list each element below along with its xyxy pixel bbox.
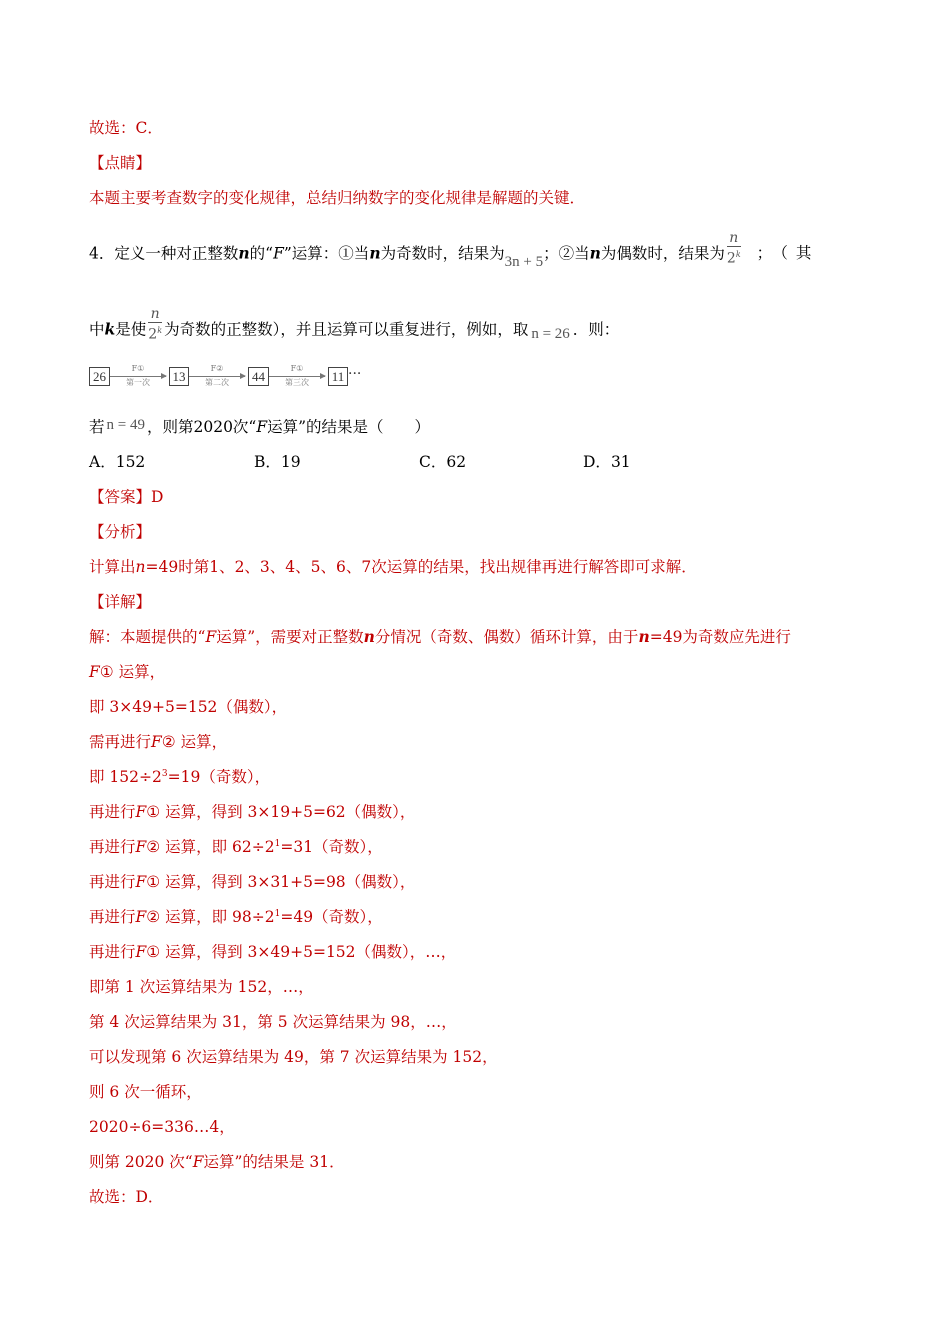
flow-arrow-1 [110,376,166,377]
option-c[interactable]: C．62 [419,453,467,471]
detail-line-6: 再进行F① 运算，得到 3×19+5=62（偶数）， [89,803,416,821]
expr-n-eq-49: n = 49 [106,417,145,433]
question-line-2: 中k是使 $\frac{n}{2^k}$ 为奇数的正整数），并且运算可以重复进行，例如，取 n = 26 ．则： [89,306,620,343]
detail-line-2: F① 运算， [89,663,166,681]
fraction-n-over-2k: $\frac{n}{2^k}$ [726,230,741,267]
expr-n-eq-26: n = 26 [531,326,570,343]
detail-line-14: 则 6 次一循环， [89,1083,202,1101]
dianjing-heading: 【点睛】 [89,154,152,172]
answer-line [89,487,163,507]
flow-arrow-3 [269,376,325,377]
flow-ellipsis: ··· [348,366,362,382]
analysis-text: 计算出n=49时第1、2、3、4、5、6、7次运算的结果，找出规律再进行解答即可求解． [89,558,697,576]
flow-arrow-2 [189,376,245,377]
question-line-1: 4．定义一种对正整数n的“F”运算：①当n为奇数时，结果为3n + 5；②当n为偶数时，结果为 $\frac{n}{2^k}$ ；（其 [89,230,820,271]
detail-heading: 【详解】 [89,593,152,611]
flow-arrow-1-bottom-label: 第一次 [126,378,150,387]
detail-line-3: 即 3×49+5=152（偶数）， [89,698,288,716]
detail-line-12: 第 4 次运算结果为 31，第 5 次运算结果为 98，…， [89,1013,457,1031]
flow-arrow-3-top-label: F① [290,364,304,373]
detail-line-7: 再进行F② 运算，即 $62\div 2^1=31$（奇数）， [89,838,383,856]
detail-line-1: 解：本题提供的“F运算”，需要对正整数n分情况（奇数、偶数）循环计算，由于n=49为奇数应先进行 [89,627,791,646]
flow-arrow-2-top-label: F② [210,364,224,373]
detail-line-16: 则第 2020 次“F运算”的结果是 31． [89,1153,345,1171]
flow-arrow-1-top-label: F① [131,364,145,373]
answer-value: D [151,488,164,506]
detail-line-13: 可以发现第 6 次运算结果为 49，第 7 次运算结果为 152， [89,1048,498,1066]
option-a[interactable]: A．152 [89,453,146,471]
fraction-n-over-2k-2: $\frac{n}{2^k}$ [148,306,163,343]
flow-arrow-3-bottom-label: 第三次 [285,378,309,387]
question-number: 4． [89,244,115,263]
detail-line-8: 再进行F① 运算，得到 3×31+5=98（偶数）， [89,873,416,891]
detail-line-9: 再进行F② 运算，即 $98\div 2^1=49$（奇数）， [89,908,383,926]
option-b[interactable]: B．19 [254,453,301,471]
dianjing-text: 本题主要考查数字的变化规律，总结归纳数字的变化规律是解题的关键． [89,189,586,207]
flow-box-1: 26 [89,367,110,386]
detail-choose-text: 故选：D． [89,1188,164,1206]
detail-line-11: 即第 1 次运算结果为 152，…， [89,978,314,996]
expr-3n-plus-5: 3n + 5 [504,254,544,271]
flow-arrow-2-bottom-label: 第二次 [205,378,229,387]
prev-choose-text: 故选：C． [89,119,163,137]
detail-line-10: 再进行F① 运算，得到 3×49+5=152（偶数），…， [89,943,457,961]
flow-box-3: 44 [248,367,269,386]
flow-box-2: 13 [169,367,189,386]
detail-line-15: 2020÷6=336…4， [89,1118,235,1136]
detail-line-5: 即 $152\div 2^3=19$（奇数）， [89,768,271,786]
analysis-heading: 【分析】 [89,523,152,541]
detail-line-4: 需再进行F② 运算， [89,733,228,751]
answer-heading: 【答案】 [89,488,152,506]
options-row [89,452,789,472]
flow-box-4: 11 [328,367,348,386]
question-line-3: 若 n = 49 ，则第2020次“F运算”的结果是（ ） [89,417,431,436]
option-d[interactable]: D．31 [583,453,631,471]
